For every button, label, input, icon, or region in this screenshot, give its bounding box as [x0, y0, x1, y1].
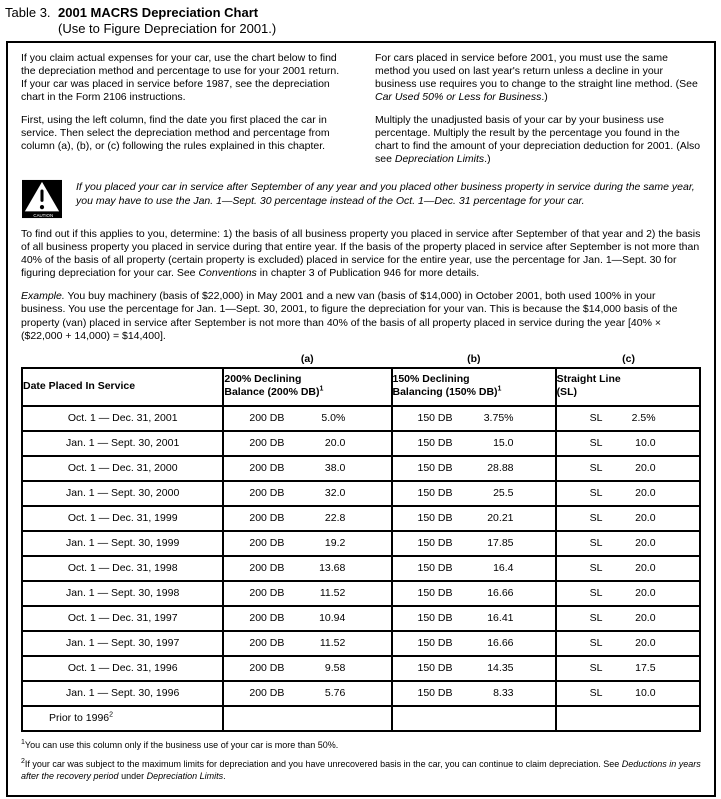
date-placed-cell: Jan. 1 — Sept. 30, 2001 — [22, 431, 223, 456]
date-placed-cell: Oct. 1 — Dec. 31, 1996 — [22, 656, 223, 681]
header-date-placed: Date Placed In Service — [22, 368, 223, 406]
depreciation-table — [21, 367, 701, 732]
table-row — [22, 681, 700, 706]
intro-text — [8, 52, 714, 176]
table-row — [22, 656, 700, 681]
intro-left-paragraph-2: First, using the left column, find the date you first placed the car in service. Then select the depreciation method and percentage from column (a), (b), or (c) following the rules explained in this chapter. — [21, 114, 330, 153]
table-header-row — [22, 368, 700, 406]
straight-line-cell: SL 20.0 — [556, 531, 700, 556]
chart-box — [6, 41, 716, 797]
depreciation-150db-cell: 150 DB 16.66 — [392, 581, 556, 606]
header-straight-line: Straight Line (SL) — [556, 368, 700, 406]
date-placed-cell: Jan. 1 — Sept. 30, 1998 — [22, 581, 223, 606]
header-150-declining-balance: 150% Declining Balancing (150% DB)$^1$ — [392, 368, 556, 406]
footnote-1-marker: 1 — [497, 385, 502, 393]
table-row — [22, 531, 700, 556]
table-row — [22, 631, 700, 656]
straight-line-cell: SL 20.0 — [556, 506, 700, 531]
straight-line-cell: SL 2.5% — [556, 406, 700, 431]
date-placed-cell: Prior to 1996$^2$ — [22, 706, 223, 731]
table-row — [22, 706, 700, 731]
table-subtitle: (Use to Figure Depreciation for 2001.) — [58, 21, 277, 36]
depreciation-200db-cell: 200 DB 11.52 — [223, 631, 391, 656]
date-placed-cell: Oct. 1 — Dec. 31, 1998 — [22, 556, 223, 581]
depreciation-150db-cell: 150 DB 17.85 — [392, 531, 556, 556]
depreciation-200db-cell: 200 DB 9.58 — [223, 656, 391, 681]
footnote-2: $^2$If your car was subject to the maximum limits for depreciation and you have unrecovered basis in the car, you can continue to claim depreciation. See Deductions in years after the recovery period under Depreciation Limits. — [21, 757, 701, 782]
intro-right-paragraph-2: Multiply the unadjusted basis of your car by your business use percentage. Multiply the result by the percentage you found in the chart to find the amount of your depreciation deduction for 2001. (Also see Depreciation Limits.) — [375, 114, 701, 166]
date-placed-cell: Oct. 1 — Dec. 31, 2001 — [22, 406, 223, 431]
straight-line-cell: SL 20.0 — [556, 456, 700, 481]
footnote-1-marker: 1 — [319, 385, 324, 393]
date-placed-cell: Oct. 1 — Dec. 31, 1997 — [22, 606, 223, 631]
table-row — [22, 456, 700, 481]
depreciation-150db-cell: 150 DB 15.0 — [392, 431, 556, 456]
column-letter-labels — [21, 353, 701, 365]
straight-line-cell: SL 20.0 — [556, 631, 700, 656]
example-paragraph: Example. You buy machinery (basis of $22,000) in May 2001 and a new van (basis of $14,000) in October 2001, both used 100% in your business. You use the percentage for Jan. 1—Sept. 30, 2001, to figure the depreciation for your van. This is because the $14,000 basis of the property (van) placed in service after September is not more than 40% of the basis of all property placed in service during the year [40% × ($22,000 + 14,000) = $14,400]. — [21, 290, 678, 342]
straight-line-cell: SL 10.0 — [556, 431, 700, 456]
intro-right-paragraph-1: For cars placed in service before 2001, you must use the same method you used on last year's return unless a decline in your business use requires you to change to the straight line method. (See Car Used 50% or Less for Business.) — [375, 52, 698, 104]
depreciation-200db-cell: 200 DB 5.0% — [223, 406, 391, 431]
depreciation-150db-cell — [392, 706, 556, 731]
macrs-table-body — [22, 406, 700, 731]
date-placed-cell: Jan. 1 — Sept. 30, 1997 — [22, 631, 223, 656]
table-row — [22, 406, 700, 431]
depreciation-150db-cell: 150 DB 20.21 — [392, 506, 556, 531]
depreciation-150db-cell: 150 DB 16.41 — [392, 606, 556, 631]
depreciation-200db-cell: 200 DB 19.2 — [223, 531, 391, 556]
footnotes — [8, 732, 714, 783]
depreciation-200db-cell: 200 DB 13.68 — [223, 556, 391, 581]
depreciation-200db-cell: 200 DB 38.0 — [223, 456, 391, 481]
table-row — [22, 431, 700, 456]
table-row — [22, 506, 700, 531]
date-placed-cell: Oct. 1 — Dec. 31, 2000 — [22, 456, 223, 481]
depreciation-200db-cell: 200 DB 32.0 — [223, 481, 391, 506]
footnote-2-marker: 2 — [109, 711, 114, 719]
depreciation-200db-cell: 200 DB 22.8 — [223, 506, 391, 531]
straight-line-cell: SL 20.0 — [556, 606, 700, 631]
find-out-paragraph: To find out if this applies to you, determine: 1) the basis of all business property you placed in service after September of that year and 2) the basis of all business property you placed in service during that entire year. If the basis of the property placed in service after September is not more than 40% of the basis of all property (certain property is excluded) placed in service for the entire year, use the percentage for Jan. 1—Sept. 30 for figuring depreciation for your car. See Conventions in chapter 3 of Publication 946 for more details. — [21, 227, 701, 280]
table-row — [22, 481, 700, 506]
depreciation-150db-cell: 150 DB 3.75% — [392, 406, 556, 431]
depreciation-150db-cell: 150 DB 14.35 — [392, 656, 556, 681]
caution-text: If you placed your car in service after September of any year and you placed other business property in service during the same year, you may have to use the Jan. 1—Sept. 30 percentage instead of the Oct. 1—Dec. 31 percentage for your car. — [76, 181, 695, 207]
column-label-a: (a) — [300, 352, 314, 365]
table-row — [22, 581, 700, 606]
depreciation-150db-cell: 150 DB 16.66 — [392, 631, 556, 656]
depreciation-200db-cell: 200 DB 10.94 — [223, 606, 391, 631]
intro-left-paragraph-1: If you claim actual expenses for your car, use the chart below to find the depreciation method and percentage to use for your 2001 return. If your car was placed in service before 1987, see the depreciation chart in the Form 2106 instructions. — [21, 52, 340, 104]
table-title — [0, 0, 721, 40]
caution-note — [8, 176, 714, 228]
date-placed-cell: Jan. 1 — Sept. 30, 2000 — [22, 481, 223, 506]
depreciation-150db-cell: 150 DB 28.88 — [392, 456, 556, 481]
table-number: Table 3. — [5, 5, 51, 20]
depreciation-200db-cell — [223, 706, 391, 731]
footnote-1: $^1$You can use this column only if the business use of your car is more than 50%. — [21, 739, 339, 751]
straight-line-cell: SL 20.0 — [556, 581, 700, 606]
depreciation-150db-cell: 150 DB 16.4 — [392, 556, 556, 581]
svg-text:CAUTION: CAUTION — [33, 213, 54, 219]
caution-triangle-icon — [21, 179, 63, 224]
straight-line-cell: SL 10.0 — [556, 681, 700, 706]
straight-line-cell: SL 20.0 — [556, 481, 700, 506]
date-placed-cell: Jan. 1 — Sept. 30, 1996 — [22, 681, 223, 706]
straight-line-cell — [556, 706, 700, 731]
column-label-c: (c) — [622, 352, 635, 365]
column-label-b: (b) — [467, 352, 481, 365]
table-row — [22, 556, 700, 581]
header-200-declining-balance: 200% Declining Balance (200% DB)$^1$ — [223, 368, 391, 406]
date-placed-cell: Jan. 1 — Sept. 30, 1999 — [22, 531, 223, 556]
depreciation-200db-cell: 200 DB 11.52 — [223, 581, 391, 606]
straight-line-cell: SL 17.5 — [556, 656, 700, 681]
table-row — [22, 606, 700, 631]
depreciation-200db-cell: 200 DB 20.0 — [223, 431, 391, 456]
straight-line-cell: SL 20.0 — [556, 556, 700, 581]
depreciation-150db-cell: 150 DB 8.33 — [392, 681, 556, 706]
depreciation-150db-cell: 150 DB 25.5 — [392, 481, 556, 506]
date-placed-cell: Oct. 1 — Dec. 31, 1999 — [22, 506, 223, 531]
page-title: 2001 MACRS Depreciation Chart — [58, 5, 259, 20]
depreciation-200db-cell: 200 DB 5.76 — [223, 681, 391, 706]
